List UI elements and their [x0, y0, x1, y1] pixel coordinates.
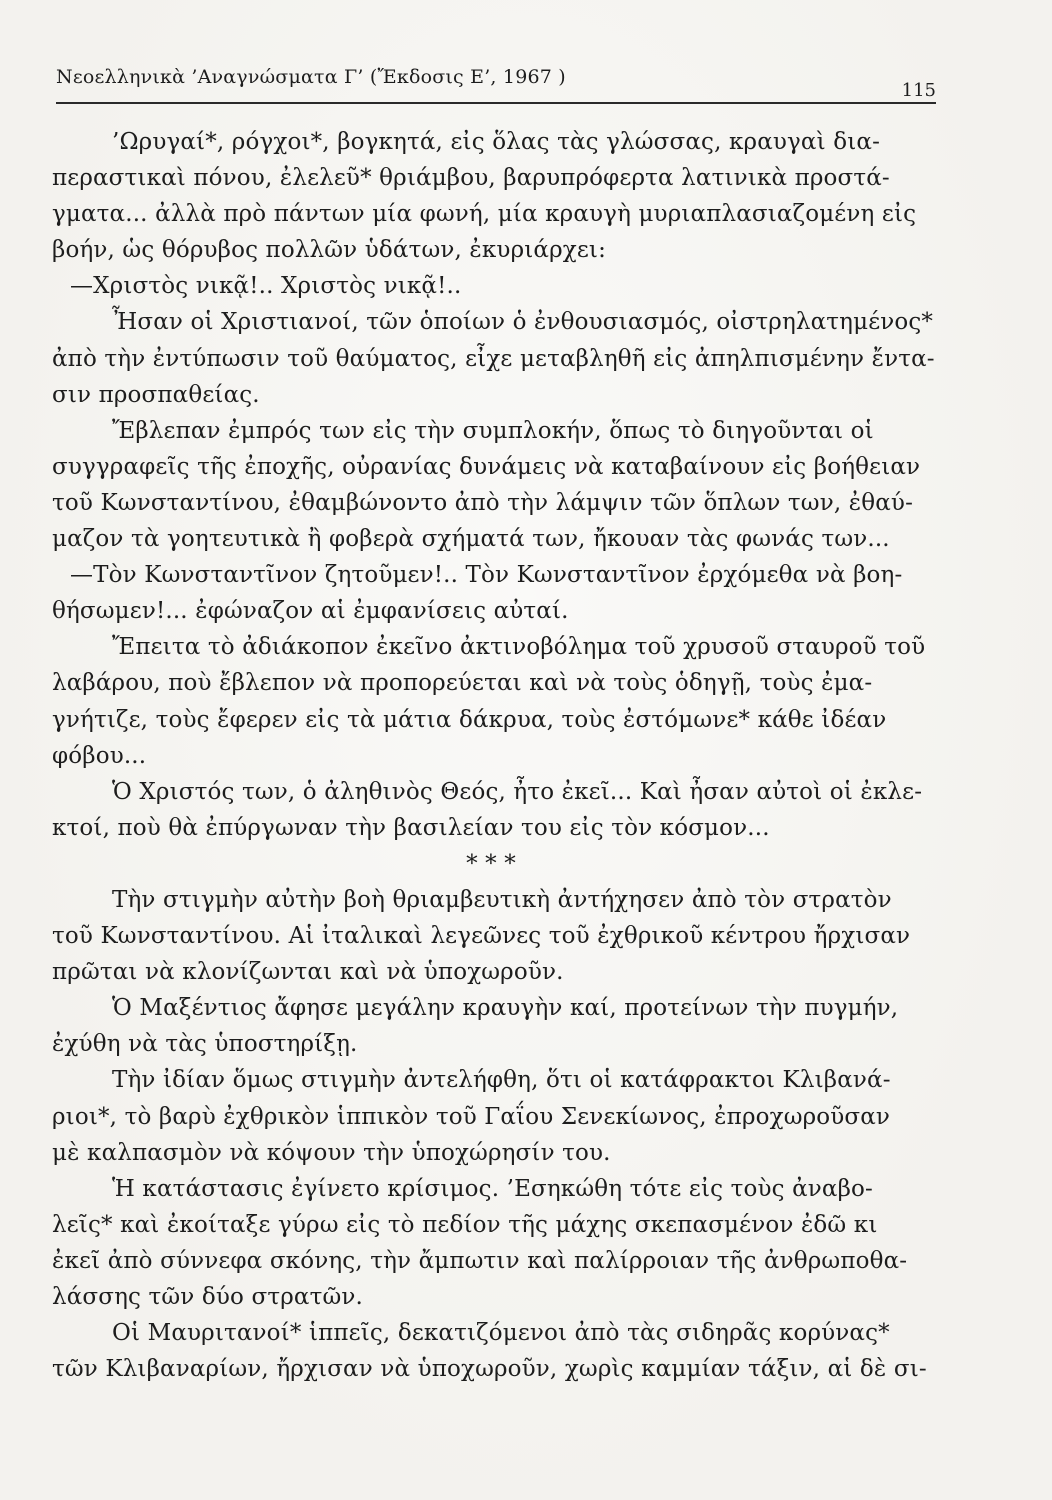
- page-number: 115: [901, 80, 936, 101]
- running-header: [56, 62, 936, 104]
- body-text: [52, 124, 935, 1387]
- text-line: Τὴν στιγμὴν αὐτὴν βοὴ θριαμβευτικὴ ἀντήχησεν ἀπὸ τὸν στρατὸν: [112, 886, 892, 913]
- text-line: συγγραφεῖς τῆς ἐποχῆς, οὐρανίας δυνάμεις νὰ καταβαίνουν εἰς βοήθειαν: [52, 453, 921, 480]
- text-line: ἐκεῖ ἀπὸ σύννεφα σκόνης, τὴν ἄμπωτιν καὶ παλίρροιαν τῆς ἀνθρωποθα-: [52, 1247, 908, 1274]
- text-line: μὲ καλπασμὸν νὰ κόψουν τὴν ὑποχώρησίν του.: [52, 1139, 611, 1166]
- text-line: τοῦ Κωνσταντίνου. Αἱ ἰταλικαὶ λεγεῶνες τοῦ ἐχθρικοῦ κέντρου ἤρχισαν: [52, 923, 911, 950]
- text-line: ριοι*, τὸ βαρὺ ἐχθρικὸν ἱππικὸν τοῦ Γαΐου Σενεκίωνος, ἐπροχωροῦσαν: [52, 1103, 891, 1130]
- text-line: λάσσης τῶν δύο στρατῶν.: [52, 1284, 363, 1310]
- text-line: Ἡ κατάστασις ἐγίνετο κρίσιμος. ’Εσηκώθη τότε εἰς τοὺς ἀναβο-: [112, 1175, 873, 1202]
- text-line: φόβου...: [52, 742, 147, 769]
- text-line: πρῶται νὰ κλονίζωνται καὶ νὰ ὑποχωροῦν.: [52, 959, 564, 986]
- text-line: λεῖς* καὶ ἐκοίταξε γύρω εἰς τὸ πεδίον τῆς μάχης σκεπασμένον ἐδῶ κι: [52, 1211, 878, 1238]
- text-line: Τὴν ἰδίαν ὅμως στιγμὴν ἀντελήφθη, ὅτι οἱ κατάφρακτοι Κλιβανά-: [112, 1067, 891, 1094]
- text-line: —Χριστὸς νικᾷ!.. Χριστὸς νικᾷ!..: [70, 273, 462, 300]
- text-line: Ὁ Μαξέντιος ἄφησε μεγάλην κραυγὴν καί, προτείνων τὴν πυγμήν,: [112, 995, 899, 1022]
- header-title: Νεοελληνικὰ ’Αναγνώσματα Γ’ (Ἔκδοσις Ε’, 1967 ): [56, 66, 566, 88]
- text-line: Ἦσαν οἱ Χριστιανοί, τῶν ὁποίων ὁ ἐνθουσιασμός, οἰστρηλατημένος*: [112, 309, 934, 336]
- text-line: βοήν, ὡς θόρυβος πολλῶν ὑδάτων, ἐκυριάρχει:: [52, 237, 606, 264]
- text-line: περαστικαὶ πόνου, ἐλελεῦ* θριάμβου, βαρυπρόφερτα λατινικὰ προστά-: [52, 165, 890, 192]
- text-line: τοῦ Κωνσταντίνου, ἐθαμβώνοντο ἀπὸ τὴν λάμψιν τῶν ὅπλων των, ἐθαύ-: [52, 489, 913, 516]
- text-line: κτοί, ποὺ θὰ ἐπύργωναν τὴν βασιλείαν του εἰς τὸν κόσμον...: [52, 814, 770, 841]
- text-line: ’Ωρυγαί*, ρόγχοι*, βογκητά, εἰς ὅλας τὰς γλώσσας, κραυγαὶ δια-: [112, 129, 880, 155]
- text-line: ἐχύθη νὰ τὰς ὑποστηρίξῃ.: [52, 1031, 358, 1058]
- text-line: λαβάρου, ποὺ ἔβλεπον νὰ προπορεύεται καὶ νὰ τοὺς ὁδηγῇ, τοὺς ἐμα-: [52, 670, 873, 697]
- text-line: μαζον τὰ γοητευτικὰ ἢ φοβερὰ σχήματά των, ἤκουαν τὰς φωνάς των...: [52, 526, 890, 553]
- text-line: Ἔβλεπαν ἐμπρός των εἰς τὴν συμπλοκήν, ὅπως τὸ διηγοῦνται οἱ: [112, 417, 874, 444]
- text-line: σιν προσπαθείας.: [52, 381, 260, 408]
- text-line: τῶν Κλιβαναρίων, ἤρχισαν νὰ ὑποχωροῦν, χωρὶς καμμίαν τάξιν, αἱ δὲ σι-: [52, 1356, 927, 1383]
- text-line: θήσωμεν!... ἐφώναζον αἱ ἐμφανίσεις αὐταί.: [52, 598, 569, 625]
- text-line: Οἱ Μαυριτανοί* ἱππεῖς, δεκατιζόμενοι ἀπὸ τὰς σιδηρᾶς κορύνας*: [112, 1320, 890, 1347]
- text-line: γματα... ἀλλὰ πρὸ πάντων μία φωνή, μία κραυγὴ μυριαπλασιαζομένη εἰς: [52, 201, 917, 228]
- section-separator: * * *: [466, 850, 516, 877]
- text-line: Ἔπειτα τὸ ἀδιάκοπον ἐκεῖνο ἀκτινοβόλημα τοῦ χρυσοῦ σταυροῦ τοῦ: [112, 634, 926, 661]
- text-line: Ὁ Χριστός των, ὁ ἀληθινὸς Θεός, ἦτο ἐκεῖ... Καὶ ἦσαν αὐτοὶ οἱ ἐκλε-: [112, 778, 923, 805]
- text-line: γνήτιζε, τοὺς ἔφερεν εἰς τὰ μάτια δάκρυα, τοὺς ἐστόμωνε* κάθε ἰδέαν: [52, 706, 887, 733]
- text-line: —Τὸν Κωνσταντῖνον ζητοῦμεν!.. Τὸν Κωνσταντῖνον ἐρχόμεθα νὰ βοη-: [70, 562, 903, 589]
- text-line: ἀπὸ τὴν ἐντύπωσιν τοῦ θαύματος, εἶχε μεταβληθῆ εἰς ἀπηλπισμένην ἔντα-: [52, 345, 935, 372]
